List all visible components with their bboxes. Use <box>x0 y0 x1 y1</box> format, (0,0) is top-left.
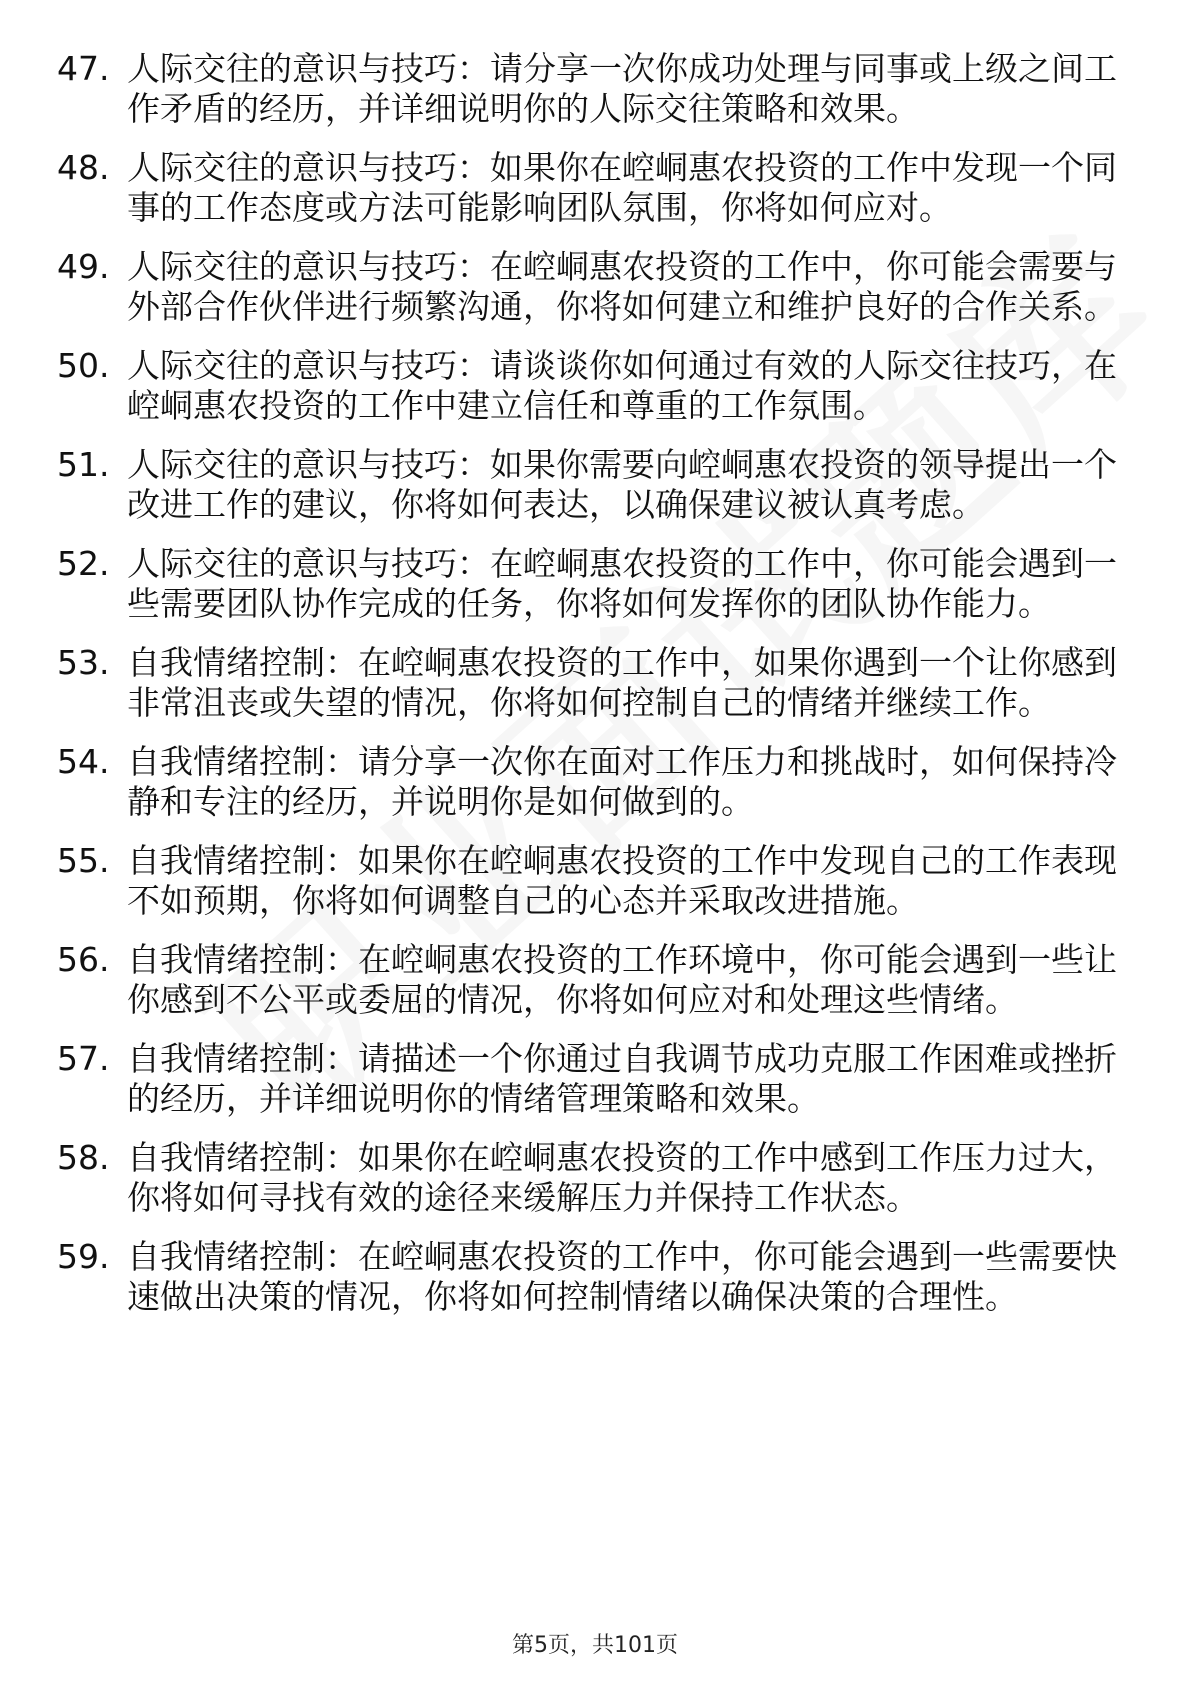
question-item <box>0 841 1190 921</box>
question-item <box>0 544 1190 624</box>
question-number: 54. <box>57 742 110 781</box>
question-item <box>0 445 1190 525</box>
question-item <box>0 1237 1190 1317</box>
question-text: 自我情绪控制：请描述一个你通过自我调节成功克服工作困难或挫折的经历，并详细说明你的情绪管理策略和效果。 <box>127 1039 1117 1118</box>
question-number: 55. <box>57 841 110 880</box>
question-text: 自我情绪控制：请分享一次你在面对工作压力和挑战时，如何保持冷静和专注的经历，并说明你是如何做到的。 <box>127 742 1117 821</box>
question-item <box>0 1138 1190 1218</box>
question-item <box>0 1039 1190 1119</box>
question-number: 52. <box>57 544 110 583</box>
question-text: 自我情绪控制：在崆峒惠农投资的工作中，你可能会遇到一些需要快速做出决策的情况，你将如何控制情绪以确保决策的合理性。 <box>127 1237 1117 1316</box>
question-text: 人际交往的意识与技巧：如果你需要向崆峒惠农投资的领导提出一个改进工作的建议，你将如何表达，以确保建议被认真考虑。 <box>127 445 1117 524</box>
question-number: 59. <box>57 1237 110 1276</box>
question-text: 人际交往的意识与技巧：请谈谈你如何通过有效的人际交往技巧，在崆峒惠农投资的工作中建立信任和尊重的工作氛围。 <box>127 346 1117 425</box>
question-item <box>0 940 1190 1020</box>
question-text: 人际交往的意识与技巧：在崆峒惠农投资的工作中，你可能会遇到一些需要团队协作完成的任务，你将如何发挥你的团队协作能力。 <box>127 544 1117 623</box>
question-text: 人际交往的意识与技巧：在崆峒惠农投资的工作中，你可能会需要与外部合作伙伴进行频繁沟通，你将如何建立和维护良好的合作关系。 <box>127 247 1117 326</box>
question-item <box>0 742 1190 822</box>
question-list <box>0 49 1190 1336</box>
question-item <box>0 643 1190 723</box>
question-number: 58. <box>57 1138 110 1177</box>
question-text: 自我情绪控制：在崆峒惠农投资的工作中，如果你遇到一个让你感到非常沮丧或失望的情况，你将如何控制自己的情绪并继续工作。 <box>127 643 1117 722</box>
page-footer <box>0 1632 1190 1660</box>
question-item <box>0 148 1190 228</box>
question-item <box>0 346 1190 426</box>
question-number: 49. <box>57 247 110 286</box>
question-number: 57. <box>57 1039 110 1078</box>
question-number: 47. <box>57 49 110 88</box>
question-number: 56. <box>57 940 110 979</box>
question-item <box>0 49 1190 129</box>
page-number-label: 第5页，共101页 <box>512 1633 678 1658</box>
question-number: 48. <box>57 148 110 187</box>
question-number: 51. <box>57 445 110 484</box>
question-text: 自我情绪控制：如果你在崆峒惠农投资的工作中感到工作压力过大，你将如何寻找有效的途径来缓解压力并保持工作状态。 <box>127 1138 1117 1217</box>
question-text: 人际交往的意识与技巧：请分享一次你成功处理与同事或上级之间工作矛盾的经历，并详细说明你的人际交往策略和效果。 <box>127 49 1117 128</box>
question-number: 50. <box>57 346 110 385</box>
question-item <box>0 247 1190 327</box>
question-text: 自我情绪控制：如果你在崆峒惠农投资的工作中发现自己的工作表现不如预期，你将如何调整自己的心态并采取改进措施。 <box>127 841 1117 920</box>
question-number: 53. <box>57 643 110 682</box>
question-text: 自我情绪控制：在崆峒惠农投资的工作环境中，你可能会遇到一些让你感到不公平或委屈的情况，你将如何应对和处理这些情绪。 <box>127 940 1117 1019</box>
question-text: 人际交往的意识与技巧：如果你在崆峒惠农投资的工作中发现一个同事的工作态度或方法可能影响团队氛围，你将如何应对。 <box>127 148 1117 227</box>
